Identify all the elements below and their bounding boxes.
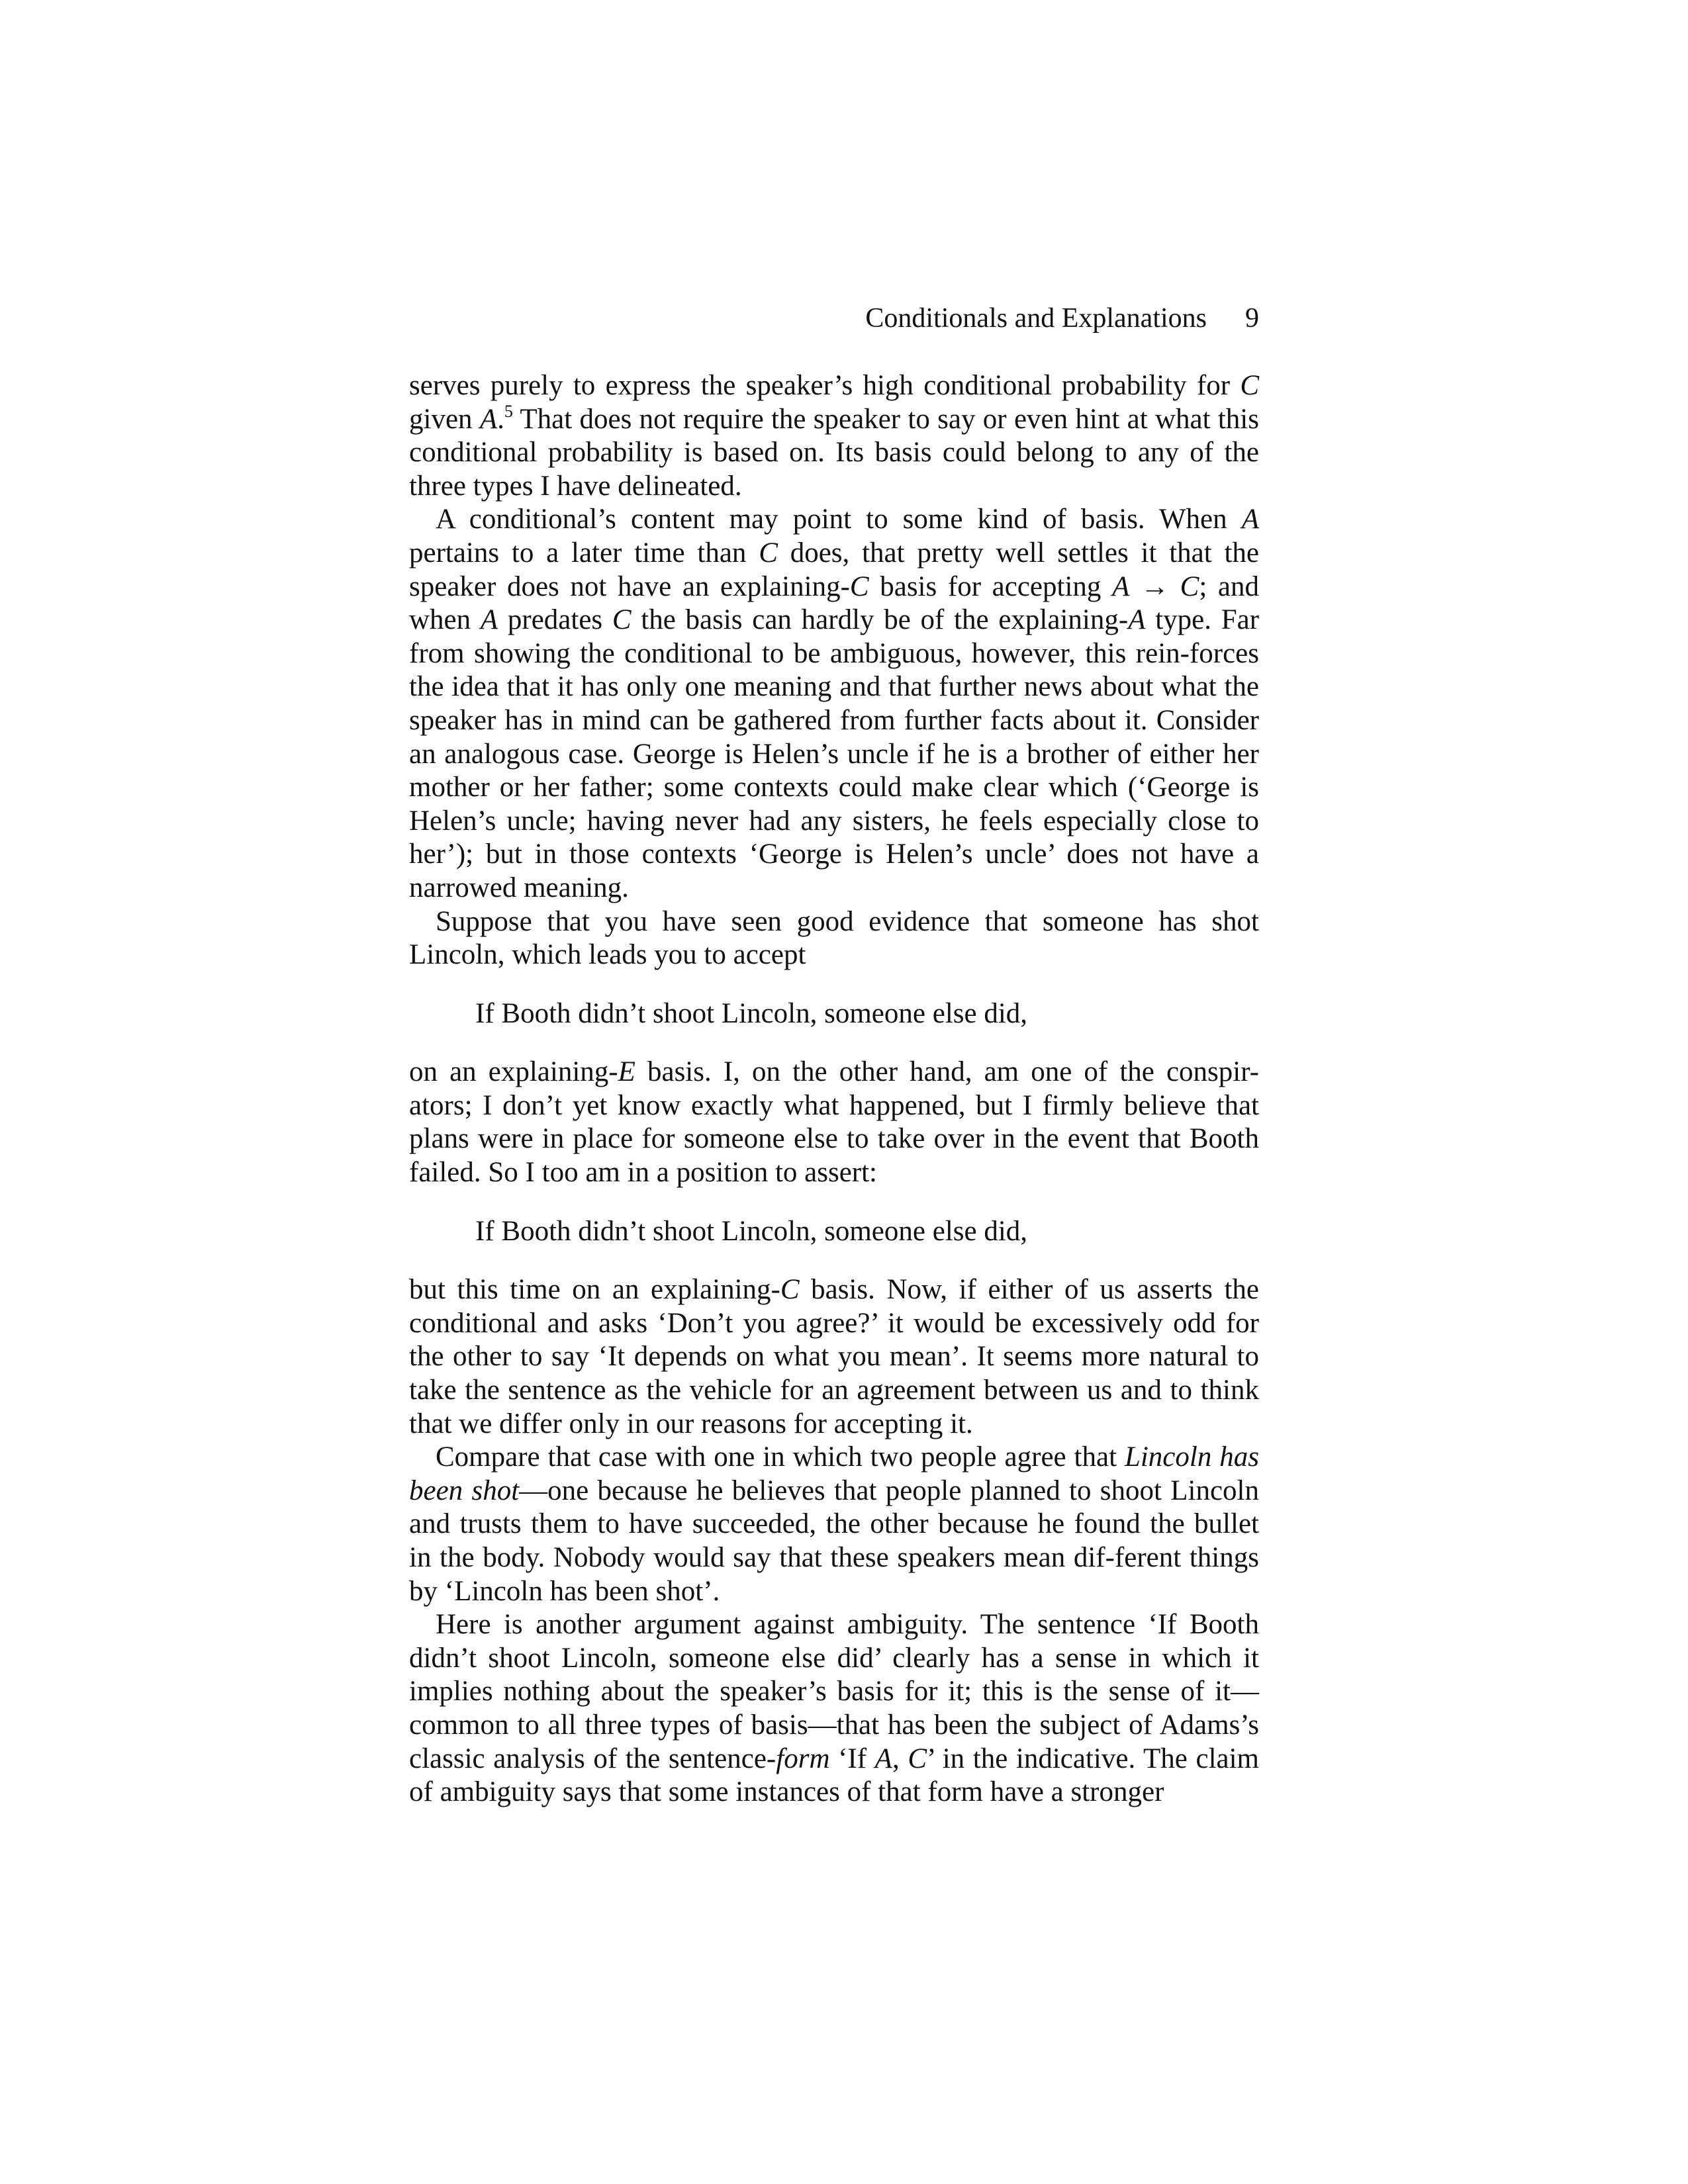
paragraph-7 xyxy=(409,1608,1259,1809)
body-text xyxy=(409,369,1259,1809)
text-run: . xyxy=(497,403,504,435)
italic-variable: C xyxy=(1180,570,1199,602)
italic-variable: C xyxy=(908,1743,927,1774)
text-run: Compare that case with one in which two people agree that xyxy=(436,1441,1125,1473)
paragraph-2 xyxy=(409,503,1259,905)
italic-variable: C xyxy=(780,1274,800,1306)
paragraph-3: Suppose that you have seen good evidence that someone has shot Lincoln, which leads you to accept xyxy=(409,905,1259,971)
running-head-title: Conditionals and Explanations xyxy=(865,303,1207,334)
italic-variable: A xyxy=(874,1743,892,1774)
italic-variable: E xyxy=(618,1056,635,1088)
text-run: the basis can hardly be of the explaining- xyxy=(631,604,1129,636)
text-run: —one because he believes that people planned to shoot Lincoln and trusts them to have succeeded, the other because he found the bullet in the body. Nobody would say that these speakers mean dif-ferent things by ‘Lincoln has been shot’. xyxy=(409,1475,1260,1607)
italic-variable: A xyxy=(1112,570,1130,602)
text-run: pertains to a later time than xyxy=(409,537,759,569)
text-run: basis for accepting xyxy=(868,570,1113,602)
text-run: ; and when xyxy=(409,570,1260,636)
italic-variable: C xyxy=(849,570,869,602)
arrow-symbol: → xyxy=(1129,570,1180,602)
text-run: , xyxy=(892,1743,908,1774)
italic-variable: C xyxy=(612,604,632,636)
display-sentence-1: If Booth didn’t shoot Lincoln, someone else did, xyxy=(475,997,1028,1029)
page-number: 9 xyxy=(1245,303,1259,334)
italic-variable: A xyxy=(1241,504,1259,535)
running-head xyxy=(409,301,1259,336)
text-run: ’ in the indicative. The claim of ambiguity says that some instances of that form have a stronger xyxy=(409,1743,1260,1808)
text-run: That does not require the speaker to say or even hint at what this conditional probability is based on. Its basis could belong to any of the three types I have delineated. xyxy=(409,403,1259,502)
paragraph-4 xyxy=(409,1056,1259,1189)
italic-variable: C xyxy=(759,537,778,569)
italic-variable: A xyxy=(479,403,498,435)
paragraph-1 xyxy=(409,369,1259,503)
text-run: predates xyxy=(498,604,612,636)
footnote-marker: 5 xyxy=(504,401,513,421)
text-run: does, that pretty well settles it that the speaker does not have an explaining- xyxy=(409,537,1259,602)
italic-phrase: Lincoln has been shot xyxy=(409,1441,1259,1506)
text-run: A conditional’s content may point to some kind of basis. When xyxy=(436,504,1242,535)
text-run: serves purely to express the speaker’s high conditional probability for xyxy=(409,370,1241,401)
text-run: on an explaining- xyxy=(409,1056,618,1088)
text-run: basis. I, on the other hand, am one of the conspir-ators; I don’t yet know exactly what happened, but I firmly believe that plans were in place for someone else to take over in the event that Booth failed. So I too am in a position to assert: xyxy=(409,1056,1259,1189)
italic-phrase: form xyxy=(776,1743,830,1774)
italic-variable: A xyxy=(1128,604,1146,636)
text-run: type. Far from showing the conditional to be ambiguous, however, this rein-forces the idea that it has only one meaning and that further news about what the speaker has in mind can be gathered from further facts about it. Consider an analogous case. George is Helen’s uncle if he is a brother of either her mother or her father; some contexts could make clear which (‘George is Helen’s uncle; having never had any sisters, he feels especially close to her’); but in those contexts ‘George is Helen’s uncle’ does not have a narrowed meaning. xyxy=(409,604,1260,903)
display-sentence-2: If Booth didn’t shoot Lincoln, someone else did, xyxy=(475,1215,1028,1247)
italic-variable: C xyxy=(1240,370,1259,401)
text-run: ‘If xyxy=(829,1743,875,1774)
text-run: but this time on an explaining- xyxy=(409,1274,780,1306)
italic-variable: A xyxy=(480,604,498,636)
paragraph-6 xyxy=(409,1441,1259,1608)
text-run: given xyxy=(409,403,480,435)
paragraph-5 xyxy=(409,1273,1259,1441)
text-run: Here is another argument against ambiguity. The sentence ‘If Booth didn’t shoot Lincoln, someone else did’ clearly has a sense in which it implies nothing about the speaker’s basis for it; this is the sense of it—common to all three types of basis—that has been the subject of Adams’s classic analysis of the sentence- xyxy=(409,1609,1259,1774)
text-run: basis. Now, if either of us asserts the conditional and asks ‘Don’t you agree?’ it would be excessively odd for the other to say ‘It depends on what you mean’. It seems more natural to take the sentence as the vehicle for an agreement between us and to think that we differ only in our reasons for accepting it. xyxy=(409,1274,1259,1439)
